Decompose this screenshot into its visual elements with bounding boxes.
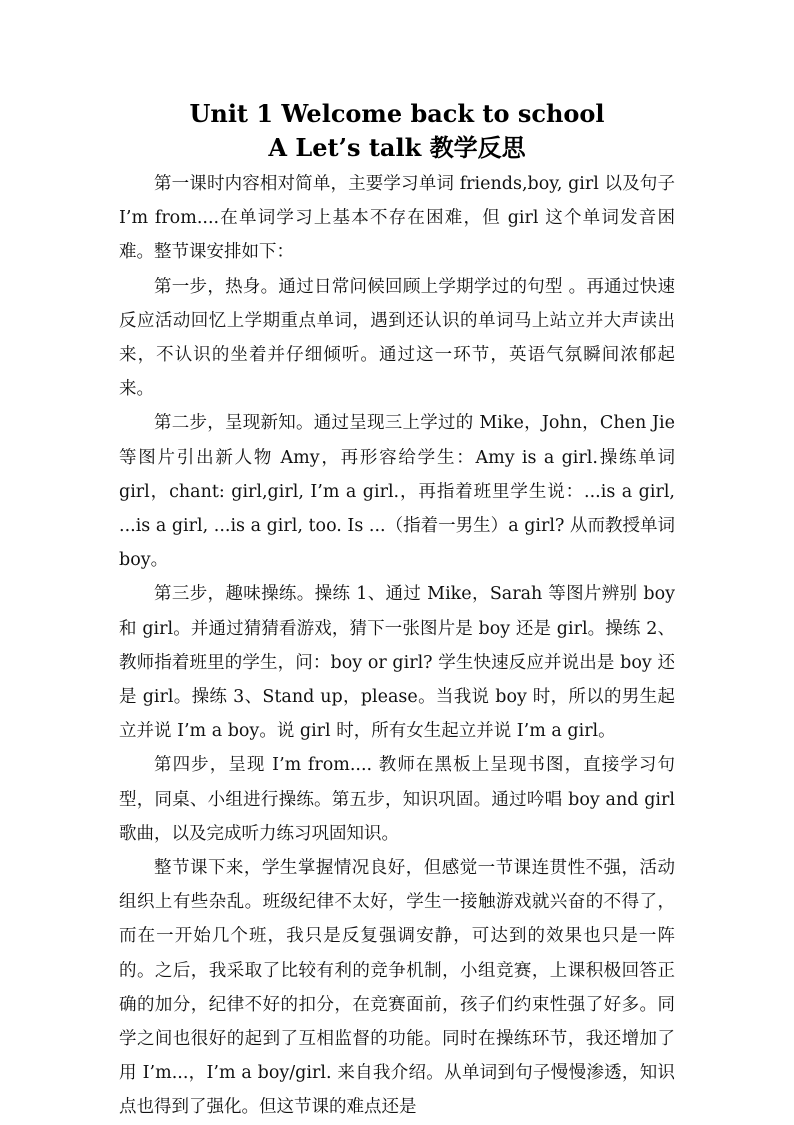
paragraph-step-3: 第三步，趣味操练。操练 1、通过 Mike，Sarah 等图片辨别 boy 和 girl。并通过猜猜看游戏，猜下一张图片是 boy 还是 girl。操练 2、教师指着班里的学生，问：boy or girl? 学生快速反应并说出是 boy 还是 girl。操练 3、Stand up，please。当我说 boy 时，所以的男生起立并说 I’m a boy。说 girl 时，所有女生起立并说 I’m a girl。 <box>119 584 675 742</box>
document-title: Unit 1 Welcome back to school <box>189 99 605 128</box>
paragraph-step-2: 第二步，呈现新知。通过呈现三上学过的 Mike，John，Chen Jie 等图片引出新人物 Amy，再形容给学生：Amy is a girl.操练单词 girl，chant: girl,girl, I’m a girl.，再指着班里学生说：...is a girl, ...is a girl, ...is a girl, too. Is ...（指着一男生）a girl? 从而教授单词 boy。 <box>119 413 675 571</box>
document-body <box>119 167 675 1125</box>
paragraph-step-4-5: 第四步，呈现 I’m from.... 教师在黑板上呈现书图，直接学习句型，同桌、小组进行操练。第五步，知识巩固。通过吟唱 boy and girl 歌曲，以及完成听力练习巩固知识。 <box>119 755 675 844</box>
document-subtitle: A Let’s talk 教学反思 <box>268 133 526 162</box>
paragraph-step-1: 第一步，热身。通过日常问候回顾上学期学过的句型 。再通过快速反应活动回忆上学期重点单词，遇到还认识的单词马上站立并大声读出来，不认识的坐着并仔细倾听。通过这一环节，英语气氛瞬间浓郁起来。 <box>119 276 675 400</box>
paragraph-intro: 第一课时内容相对简单，主要学习单词 friends,boy, girl 以及句子 I’m from....在单词学习上基本不存在困难，但 girl 这个单词发音困难。整节课安排如下： <box>119 174 675 263</box>
paragraph-reflection: 整节课下来，学生掌握情况良好，但感觉一节课连贯性不强，活动组织上有些杂乱。班级纪律不太好，学生一接触游戏就兴奋的不得了，而在一开始几个班，我只是反复强调安静，可达到的效果也只是一阵的。之后，我采取了比较有利的竞争机制，小组竞赛，上课积极回答正确的加分，纪律不好的扣分，在竞赛面前，孩子们约束性强了好多。同学之间也很好的起到了互相监督的功能。同时在操练环节，我还增加了用 I’m...，I’m a boy/girl. 来自我介绍。从单词到句子慢慢渗透，知识点也得到了强化。但这节课的难点还是 <box>119 858 675 1118</box>
